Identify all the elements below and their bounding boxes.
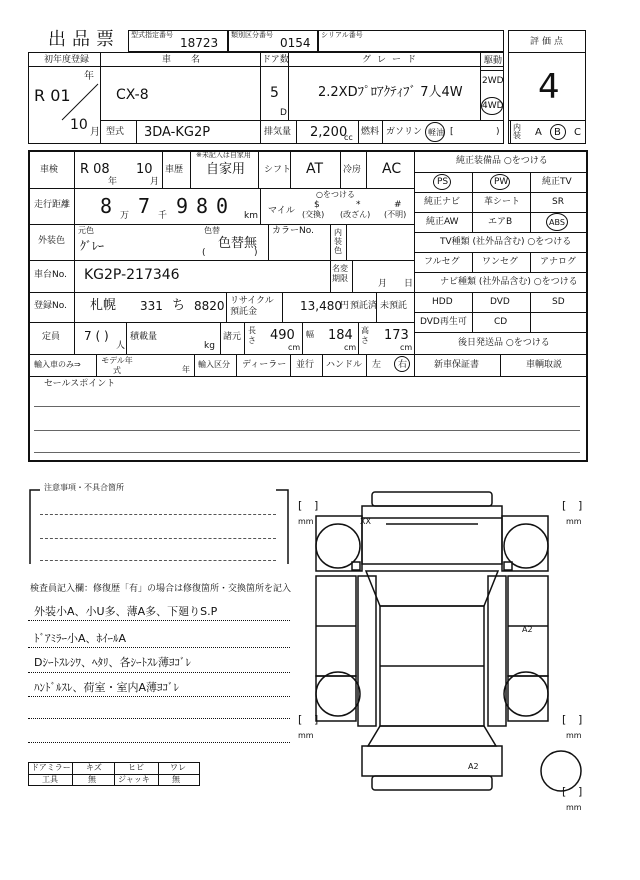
equipment-tv: 純正TV: [542, 177, 572, 187]
first-reg-month: 10: [70, 117, 88, 133]
width-label: 幅: [306, 330, 314, 339]
sales-line-1: [34, 406, 580, 407]
mileage-unit-man: 万: [120, 211, 130, 221]
grade-label: グレード: [362, 55, 423, 65]
color-value: ｸﾞﾚｰ: [80, 239, 105, 253]
doors-value: 5: [270, 85, 279, 101]
mileage-opt-mile: マイル: [268, 206, 295, 216]
cooling-value: AC: [382, 161, 402, 177]
length-value: 490: [270, 328, 295, 343]
doors-label: ドア数: [262, 55, 289, 65]
fuel-diesel: 軽油: [428, 128, 444, 137]
fuel-paren: [: [450, 127, 454, 137]
import-label: 輸入車のみ⇒: [34, 360, 81, 369]
recycle-value: 13,480: [300, 299, 342, 313]
inspector-label: 検査員記入欄：修復歴「有」の場合は修復箇所・交換箇所を記入: [30, 584, 292, 594]
tire-tr-mm: mm: [566, 517, 582, 526]
equipment-airbag: エアB: [488, 217, 513, 227]
cooling-label: 冷房: [343, 165, 362, 175]
chassis-value: KG2P-217346: [84, 267, 180, 283]
tire-bl-bracket-open: [: [298, 713, 303, 726]
history-value: 自家用: [206, 162, 246, 177]
fuel-label: 燃料: [361, 127, 380, 137]
tire-bl-mm: mm: [298, 731, 314, 740]
import-class-label: 輸入区分: [198, 360, 230, 369]
name-change-label: 名変期限: [332, 264, 348, 283]
interior-b: B: [554, 127, 561, 138]
height-label: 高さ: [361, 326, 369, 345]
mileage-opt-exchange-sub: (交換): [302, 210, 325, 219]
notes-frame: [28, 483, 290, 566]
inspector-line-1: 外装小A、小U多、薄A多、下廻りS.P: [34, 605, 218, 618]
missing-h2: キズ: [86, 763, 102, 772]
type-code-label: 型式指定番号: [131, 31, 173, 39]
interior-c: C: [574, 127, 581, 138]
serial-label: シリアル番号: [321, 31, 363, 39]
fuel-gasoline: ガソリン: [386, 127, 423, 137]
category-label: 類別区分番号: [231, 31, 273, 39]
mileage-opt-tampered-sub: (改ざん): [340, 210, 371, 219]
recycle-status-paid: 預託済: [350, 301, 378, 311]
equipment-sr: SR: [552, 197, 564, 207]
inspector-rule-6: [28, 742, 290, 743]
model-value: 3DA-KG2P: [144, 125, 211, 140]
first-reg-year-unit: 年: [84, 71, 94, 82]
mileage-unit-sen: 千: [158, 211, 168, 221]
score-value: 4: [538, 67, 560, 107]
missing-h3: ヒビ: [128, 763, 144, 772]
first-reg-label: 初年度登録: [44, 55, 90, 65]
mileage-opt-unknown: #: [394, 200, 402, 210]
load-label: 積載量: [130, 332, 158, 342]
fuel-paren-close: ): [496, 127, 500, 137]
reg-class: 331: [140, 299, 163, 313]
displacement-unit: cc: [344, 133, 353, 142]
displacement-label: 排気量: [264, 127, 292, 137]
color-paren-open: (: [202, 248, 206, 258]
nav-title: ナビ種類 (社外品含む) ○をつける: [440, 277, 578, 287]
recycle-label: リサイクル預託金: [230, 296, 274, 317]
later-title: 後日発送品 ○をつける: [458, 338, 550, 348]
car-name-label: 車名: [162, 55, 221, 65]
tv-analog: アナログ: [540, 257, 577, 267]
page-title: 出品票: [48, 29, 120, 50]
original-color-label: 元色: [78, 226, 94, 235]
name-change-day: 日: [404, 279, 414, 289]
import-dealer: ディーラー: [242, 360, 287, 370]
sales-line-3: [34, 452, 580, 453]
notes-line-1: [40, 514, 276, 515]
mileage-opt-tampered: *: [356, 200, 361, 210]
length-unit: cm: [288, 343, 301, 352]
color-label: 外装色: [38, 236, 66, 246]
drive-2wd: 2WD: [482, 76, 504, 86]
height-value: 173: [384, 328, 409, 343]
color-paren-close: ): [254, 248, 258, 258]
handle-label: ハンドル: [326, 360, 363, 370]
mileage-digit-3: 9: [176, 194, 189, 218]
width-value: 184: [328, 328, 353, 343]
capacity-unit: 人: [116, 341, 126, 351]
missing-v3: ジャッキ: [118, 775, 150, 784]
first-reg-month-unit: 月: [90, 127, 100, 138]
inspector-line-4: ﾊﾝﾄﾞﾙｽﾚ、荷室・室内A薄ﾖｺﾞﾚ: [34, 681, 180, 694]
inspection-era: R 08: [80, 162, 110, 177]
color-change-value: 色替無: [218, 236, 258, 251]
length-label: 長さ: [248, 326, 256, 345]
handle-right: 右: [398, 360, 408, 370]
tire-tl-mm: mm: [298, 517, 314, 526]
model-year-label: モデル年式: [101, 356, 133, 375]
tv-title: TV種類 (社外品含む) ○をつける: [440, 237, 572, 247]
equipment-aw: 純正AW: [426, 217, 459, 227]
interior-b-circle: [550, 124, 566, 140]
mileage-unit-km: km: [244, 211, 258, 221]
shift-label: シフト: [264, 165, 292, 175]
width-unit: cm: [344, 343, 357, 352]
reg-area: 札幌: [90, 298, 117, 313]
equipment-abs: ABS: [549, 218, 565, 227]
color-no-label: カラーNo.: [272, 226, 314, 236]
reg-label: 登録No.: [34, 301, 67, 311]
model-label: 型式: [106, 127, 125, 137]
capacity-value: 7 ( ): [84, 329, 109, 343]
import-parallel: 並行: [296, 360, 315, 370]
inspector-line-3: Dｼｰﾄｽﾚｼﾜ、ﾍﾀﾘ、各ｼｰﾄｽﾚ薄ﾖｺﾞﾚ: [34, 656, 191, 669]
history-label: 車歴: [165, 165, 184, 175]
shift-value: AT: [306, 161, 324, 177]
nav-sd: SD: [552, 297, 565, 307]
inspector-rule-5: [28, 718, 290, 719]
first-reg-era: R 01: [34, 86, 71, 105]
equipment-pw-circle: [490, 174, 510, 190]
tv-fullseg: フルセグ: [424, 257, 460, 267]
nav-dvd-play: DVD再生可: [420, 317, 467, 327]
grade-value: 2.2XDﾌﾟﾛｱｸﾃｨﾌﾞ 7人4W: [318, 85, 463, 100]
damage-mark-a2: A2: [522, 625, 533, 634]
inspector-rule-3: [28, 672, 290, 673]
inspector-rule-1: [28, 620, 290, 621]
score-label: 評価点: [530, 37, 567, 47]
equipment-ps: PS: [437, 177, 449, 187]
damage-mark-a2-bottom: A2: [468, 762, 479, 771]
interior-label: 内装: [513, 123, 521, 140]
first-reg-divider: [60, 82, 100, 122]
capacity-label: 定員: [42, 332, 61, 342]
drive-4wd-circle: [481, 97, 503, 115]
equipment-ps-circle: [433, 174, 451, 190]
equipment-pw: PW: [494, 177, 509, 187]
equipment-leather: 革シート: [484, 197, 521, 207]
inspector-line-2: ﾄﾞｱﾐﾗｰ小A、ﾎｲｰﾙA: [34, 632, 127, 645]
notes-line-2: [40, 538, 276, 539]
mileage-opt-unknown-sub: (不明): [384, 210, 407, 219]
inspector-rule-4: [28, 696, 290, 697]
car-diagram: [296, 476, 596, 806]
tire-br-bracket-close: ]: [578, 713, 583, 726]
tv-oneseg: ワンセグ: [482, 257, 519, 267]
mileage-digit-1: 8: [100, 194, 113, 218]
mileage-label: 走行距離: [34, 200, 71, 210]
car-name: CX-8: [116, 87, 149, 103]
model-year-unit: 年: [182, 365, 190, 374]
dims-label: 諸元: [223, 332, 242, 342]
tire-bl-bracket-close: ]: [314, 713, 319, 726]
mileage-opt-exchange: $: [314, 200, 320, 210]
nav-dvd: DVD: [490, 297, 510, 307]
damage-mark-xx: XX: [360, 517, 371, 526]
history-note: ※未記入は自家用: [196, 151, 251, 159]
interior-a: A: [535, 127, 542, 138]
name-change-month: 月: [378, 279, 388, 289]
mileage-digit-4: 8: [196, 194, 209, 218]
mileage-digit-5: 0: [216, 194, 229, 218]
missing-h4: ワレ: [170, 763, 186, 772]
load-unit: kg: [204, 341, 215, 351]
equipment-title: 純正装備品 ○をつける: [456, 156, 548, 166]
height-unit: cm: [400, 343, 413, 352]
drive-4wd: 4WD: [482, 101, 504, 111]
missing-h1: ドアミラー: [31, 763, 71, 772]
nav-hdd: HDD: [432, 297, 453, 307]
drive-label: 駆動: [484, 56, 503, 66]
tire-br-bracket-open: [: [562, 713, 567, 726]
sales-point-label: セールスポイント: [44, 379, 116, 389]
type-code-value: 18723: [180, 36, 219, 50]
door-type: D: [280, 108, 287, 118]
tire-tl-bracket-close: ]: [314, 499, 319, 512]
missing-v4: 無: [172, 775, 180, 784]
inspection-month: 10: [136, 162, 153, 177]
tire-tl-bracket-open: [: [298, 499, 303, 512]
equipment-abs-circle: [546, 213, 568, 231]
notes-label: 注意事項・不具合箇所: [44, 483, 124, 492]
recycle-status-unpaid: 未預託: [380, 301, 408, 311]
mileage-circle-note: ○をつける: [316, 190, 355, 199]
inspection-label: 車検: [40, 165, 59, 175]
tire-tr-bracket-open: [: [562, 499, 567, 512]
tire-tr-bracket-close: ]: [578, 499, 583, 512]
displacement-value: 2,200: [310, 125, 348, 140]
spare-bracket-open: [: [562, 785, 567, 798]
sales-line-2: [34, 430, 580, 431]
reg-kana: ち: [172, 298, 186, 313]
equipment-navi: 純正ナビ: [424, 197, 461, 207]
color-change-label: 色替: [204, 226, 220, 235]
handle-left: 左: [372, 360, 382, 370]
interior-color-label: 内装色: [334, 228, 342, 255]
inspection-month-unit: 月: [150, 177, 160, 187]
missing-v2: 無: [88, 775, 96, 784]
spare-mm: mm: [566, 803, 582, 812]
nav-cd: CD: [494, 317, 508, 327]
later-manual: 車輌取説: [526, 360, 563, 370]
chassis-label: 車台No.: [34, 270, 67, 280]
later-warranty: 新車保証書: [434, 360, 480, 370]
fuel-diesel-circle: [425, 122, 445, 142]
category-value: 0154: [280, 36, 311, 50]
recycle-unit: 円: [340, 301, 350, 311]
inspector-rule-2: [28, 647, 290, 648]
spare-bracket-close: ]: [578, 785, 583, 798]
notes-line-3: [40, 560, 276, 561]
handle-right-circle: [394, 356, 410, 372]
missing-v1: 工具: [42, 775, 58, 784]
inspection-year-unit: 年: [108, 177, 118, 187]
tire-br-mm: mm: [566, 731, 582, 740]
reg-num: 8820: [194, 299, 225, 313]
mileage-digit-2: 7: [138, 194, 151, 218]
